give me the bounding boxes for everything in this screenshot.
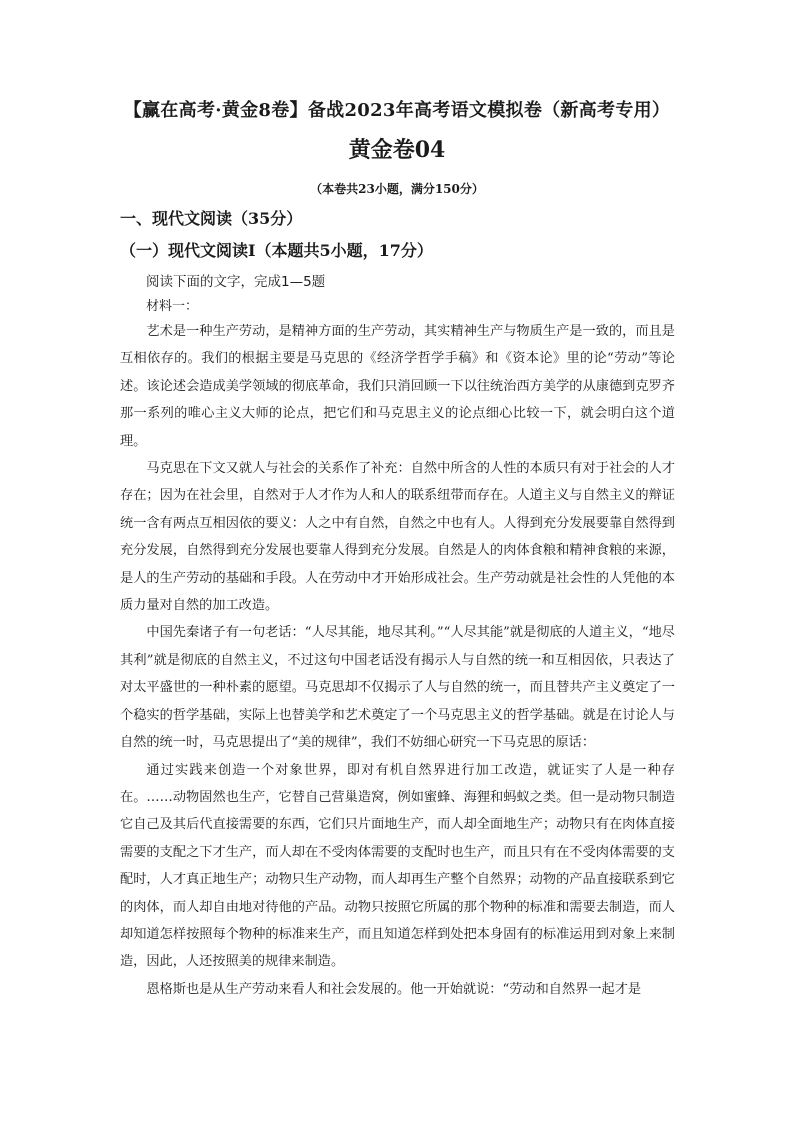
score-note: （本卷共23小题，满分150分） — [310, 182, 484, 196]
paragraph: 中国先秦诸子有一句老话：“人尽其能，地尽其利。”“人尽其能”就是彻底的人道主义，“地尽其利”就是彻底的自然主义，不过这句中国老话没有揭示人与自然的统一和互相因依，只表达了对太平盛世的一种朴素的愿望。马克思却不仅揭示了人与自然的统一，而且替共产主义奠定了一个稳实的哲学基础，实际上也替美学和艺术奠定了一个马克思主义的哲学基础。就是在讨论人与自然的统一时，马克思提出了“美的规律”，我们不妨细心研究一下马克思的原话： — [120, 625, 675, 751]
paper-subtitle: 黄金卷04 — [348, 137, 446, 163]
paragraph: 马克思在下文又就人与社会的关系作了补充：自然中所含的人性的本质只有对于社会的人才存在；因为在社会里，自然对于人才作为人和人的联系纽带而存在。人道主义与自然主义的辩证统一含有两点互相因依的要义：人之中有自然，自然之中也有人。人得到充分发展要靠自然得到充分发展，自然得到充分发展也要靠人得到充分发展。自然是人的肉体食粮和精神食粮的来源，是人的生产劳动的基础和手段。人在劳动中才开始形成社会。生产劳动就是社会性的人凭他的本质力量对自然的加工改造。 — [120, 461, 675, 614]
passage-body — [120, 318, 675, 1003]
reading-instruction: 阅读下面的文字，完成1—5题 — [146, 274, 326, 290]
exam-title: 【赢在高考·黄金8卷】备战2023年高考语文模拟卷（新高考专用） — [123, 100, 671, 121]
section-heading-modern-reading: 一、现代文阅读（35分） — [120, 209, 303, 228]
paragraph: 恩格斯也是从生产劳动来看人和社会发展的。他一开始就说：“劳动和自然界一起才是 — [146, 981, 642, 997]
paragraph: 艺术是一种生产劳动，是精神方面的生产劳动，其实精神生产与物质生产是一致的，而且是互相依存的。我们的根据主要是马克思的《经济学哲学手稿》和《资本论》里的论“劳动”等论述。该论述会造成美学领域的彻底革命，我们只消回顾一下以往统治西方美学的从康德到克罗齐那一系列的唯心主义大师的论点，把它们和马克思主义的论点细心比较一下，就会明白这个道理。 — [120, 324, 675, 449]
material-label: 材料一： — [146, 299, 199, 314]
subsection-heading-reading-1: （一）现代文阅读Ⅰ（本题共5小题，17分） — [120, 241, 433, 260]
paragraph: 通过实践来创造一个对象世界，即对有机自然界进行加工改造，就证实了人是一种存在。……动物固然也生产，它替自己营巢造窝，例如蜜蜂、海狸和蚂蚁之类。但一是动物只制造它自己及其后代直接需要的东西，它们只片面地生产，而人却全面地生产；动物只有在肉体直接需要的支配之下才生产，而人却在不受肉体需要的支配时也生产，而且只有在不受肉体需要的支配时，人才真正地生产；动物只生产动物，而人却再生产整个自然界；动物的产品直接联系到它的肉体，而人却自由地对待他的产品。动物只按照它所属的那个物种的标准和需要去制造，而人却知道怎样按照每个物种的标准来生产，而且知道怎样到处把本身固有的标准运用到对象上来制造，因此，人还按照美的规律来制造。 — [120, 762, 675, 970]
